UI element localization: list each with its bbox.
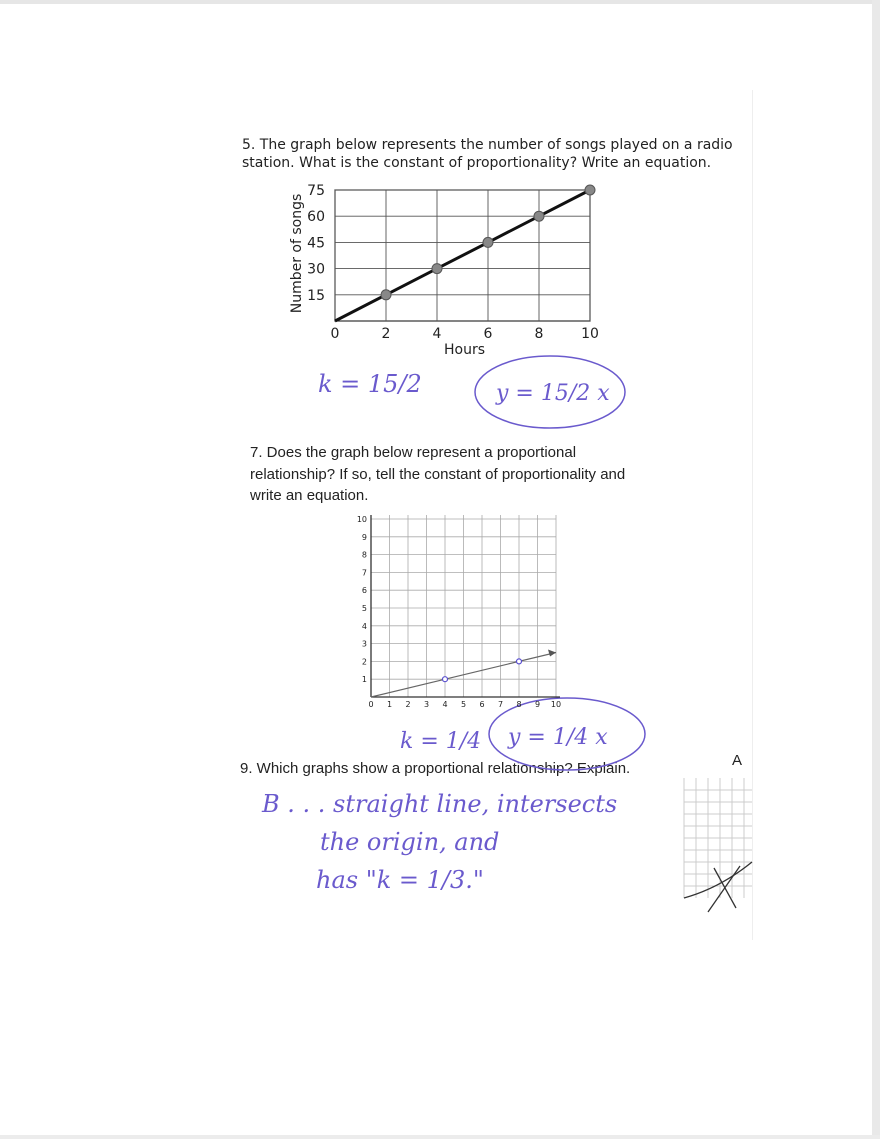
chart2-y-tick: 10 — [356, 515, 367, 524]
chart2-y-tick: 1 — [361, 675, 367, 685]
chart2-x-tick: 4 — [442, 700, 448, 709]
chart2-y-tick: 4 — [361, 621, 367, 631]
chart1-x-tick: 4 — [432, 326, 442, 342]
q9-answer-line-3: has "k = 1/3." — [316, 866, 484, 894]
chart1-x-tick: 8 — [534, 326, 544, 342]
chart1-x-label: Hours — [443, 342, 486, 358]
chart2-data-point — [517, 659, 522, 664]
chart1-frame — [335, 190, 590, 321]
chart2-x-tick: 3 — [423, 700, 430, 709]
chart1-y-label: Number of songs — [289, 193, 305, 314]
chart2-x-tick: 10 — [550, 700, 562, 709]
q9-answer-line-1: B . . . straight line, intersects — [262, 790, 618, 818]
chart1-y-tick: 75 — [307, 183, 325, 199]
chart1-y-tick: 15 — [307, 287, 325, 304]
q7-equation-answer: y = 1/4 x — [508, 725, 608, 750]
graph-a-cross-mark — [708, 866, 740, 912]
chart2-x-tick: 7 — [497, 700, 504, 709]
question-7-text: 7. Does the graph below represent a proportional relationship? If so, tell the constant of proportionality and write an equation. — [250, 444, 626, 504]
chart1-y-tick: 60 — [307, 209, 325, 226]
chart2-x-tick: 8 — [516, 700, 522, 709]
chart1-x-tick: 2 — [381, 326, 391, 342]
chart2-y-tick: 3 — [361, 639, 367, 649]
chart1-x-tick: 10 — [581, 326, 599, 342]
chart2-y-tick: 5 — [361, 604, 367, 613]
chart2-y-tick: 8 — [361, 550, 367, 560]
chart1-series-line — [335, 190, 590, 321]
page-right-edge — [872, 0, 880, 1139]
chart2-x-tick: 5 — [460, 700, 467, 709]
chart2-x-tick: 2 — [405, 700, 411, 709]
chart2-x-tick: 0 — [368, 700, 374, 709]
chart2-y-tick: 9 — [361, 532, 367, 542]
chart1-x-tick: 0 — [330, 326, 340, 342]
chart1-x-tick: 6 — [483, 326, 493, 342]
q5-k-answer: k = 15/2 — [318, 370, 422, 398]
question-9-text: 9. Which graphs show a proportional relationship? Explain. — [240, 760, 631, 777]
chart1-data-point — [432, 264, 442, 274]
chart1-y-tick: 45 — [307, 235, 325, 252]
chart1-data-point — [534, 211, 544, 221]
option-a-label: A — [732, 752, 743, 769]
chart2-y-tick: 2 — [361, 657, 367, 667]
page-bottom-edge — [0, 1135, 880, 1139]
chart1-data-point — [585, 185, 595, 195]
chart1-y-tick: 30 — [307, 261, 325, 278]
chart2-y-tick: 7 — [361, 568, 367, 578]
chart1-data-point — [381, 290, 391, 300]
q7-k-answer: k = 1/4 — [400, 729, 482, 754]
q5-equation-answer: y = 15/2 x — [496, 381, 610, 406]
chart1-data-point — [483, 237, 493, 247]
scan-line — [752, 90, 753, 940]
q5-equation-circle — [475, 356, 625, 428]
q9-answer-line-2: the origin, and — [320, 828, 500, 856]
chart2-x-tick: 9 — [534, 700, 541, 709]
page-top-edge — [0, 0, 880, 4]
chart2-arrowhead — [548, 650, 556, 657]
chart2-x-tick: 1 — [386, 700, 393, 709]
graph-a-grid — [684, 778, 752, 898]
graph-a-curve — [684, 862, 752, 898]
chart2-x-tick: 6 — [479, 700, 485, 709]
chart2-data-point — [443, 677, 448, 682]
question-5-text: 5. The graph below represents the number of songs played on a radio station. What is the constant of proportionality? Write an equation. — [242, 137, 733, 171]
chart2-y-tick: 6 — [361, 586, 367, 596]
chart2-series-line — [371, 653, 556, 698]
